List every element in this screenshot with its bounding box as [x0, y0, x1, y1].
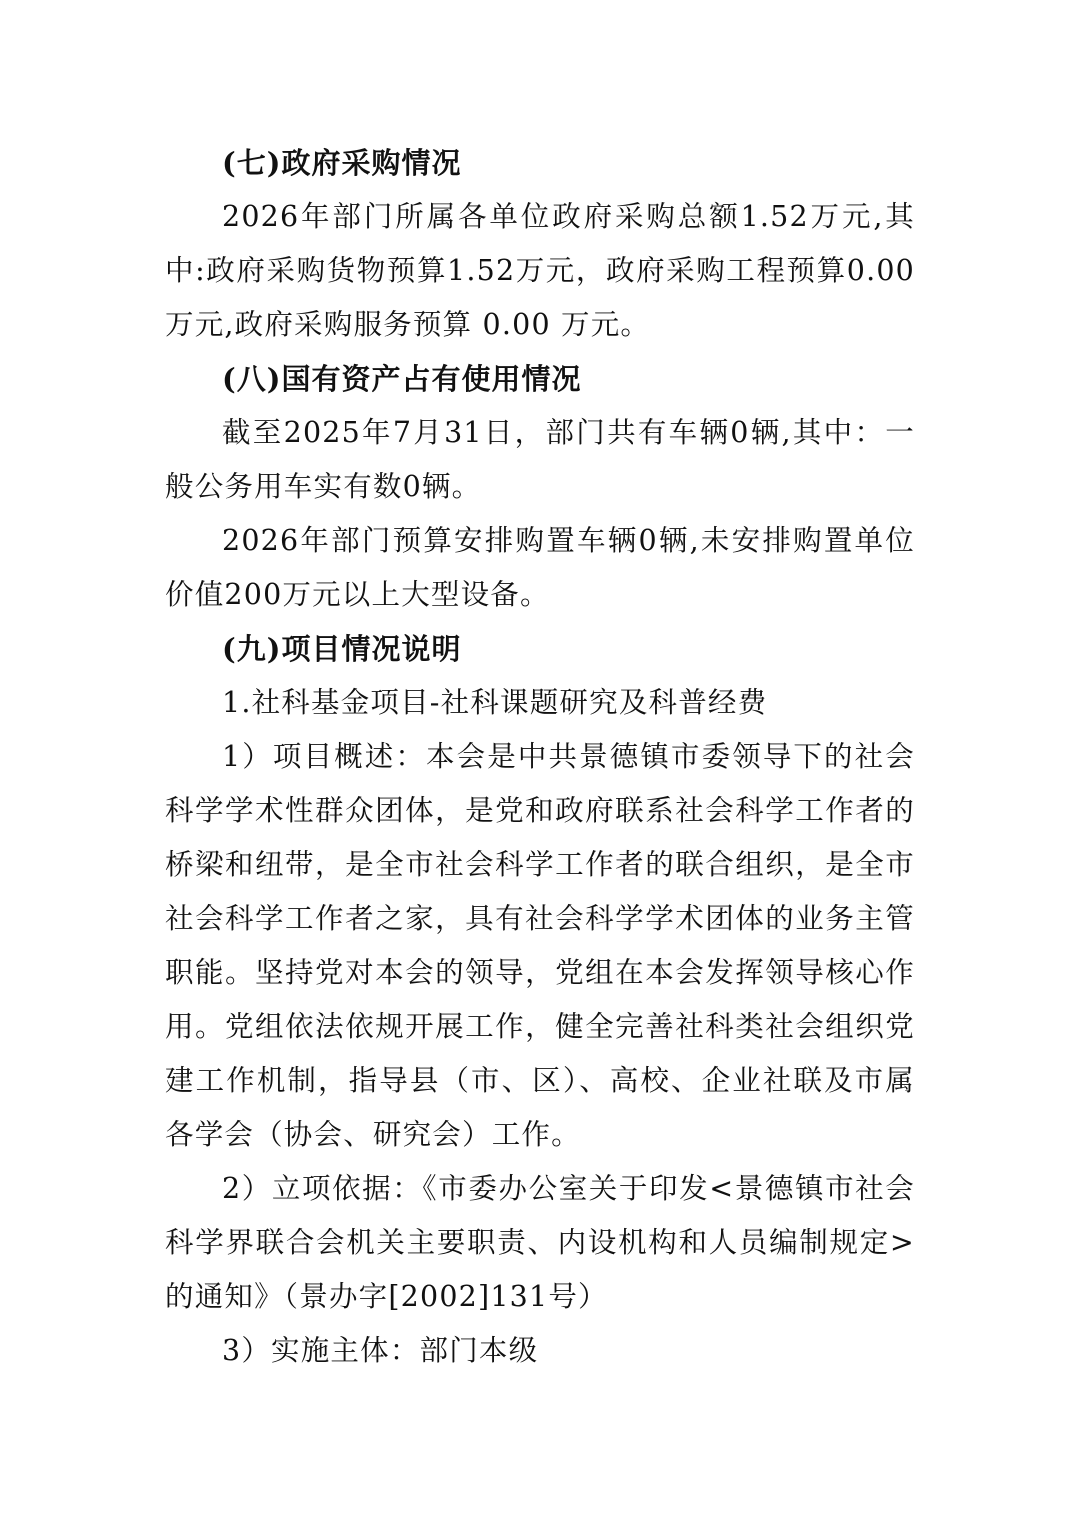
document-body: [165, 136, 915, 1378]
procurement-paragraph: 2026年部门所属各单位政府采购总额1.52万元,其中:政府采购货物预算1.52万元，政府采购工程预算0.00万元,政府采购服务预算 0.00 万元。: [165, 200, 915, 341]
project-basis-paragraph: 2）立项依据：《市委办公室关于印发<景德镇市社会科学界联合会机关主要职责、内设机构和人员编制规定>的通知》（景办字[2002]131号）: [165, 1172, 915, 1313]
vehicle-purchase-paragraph: 2026年部门预算安排购置车辆0辆,未安排购置单位价值200万元以上大型设备。: [165, 524, 915, 611]
project-overview-paragraph: 1）项目概述：本会是中共景德镇市委领导下的社会科学学术性群众团体，是党和政府联系社会科学工作者的桥梁和纽带，是全市社会科学工作者的联合组织，是全市社会科学工作者之家，具有社会科学学术团体的业务主管职能。坚持党对本会的领导，党组在本会发挥领导核心作用。党组依法依规开展工作，健全完善社科类社会组织党建工作机制，指导县（市、区）、高校、企业社联及市属各学会（协会、研究会）工作。: [165, 740, 915, 1151]
vehicles-paragraph: 截至2025年7月31日，部门共有车辆0辆,其中：一般公务用车实有数0辆。: [165, 416, 915, 503]
section-heading-procurement: (七)政府采购情况: [222, 146, 462, 180]
section-heading-projects: (九)项目情况说明: [222, 632, 462, 666]
section-heading-state-assets: (八)国有资产占有使用情况: [222, 362, 582, 396]
project-implementer-paragraph: 3）实施主体：部门本级: [222, 1334, 539, 1367]
project-title: 1.社科基金项目-社科课题研究及科普经费: [222, 686, 768, 719]
